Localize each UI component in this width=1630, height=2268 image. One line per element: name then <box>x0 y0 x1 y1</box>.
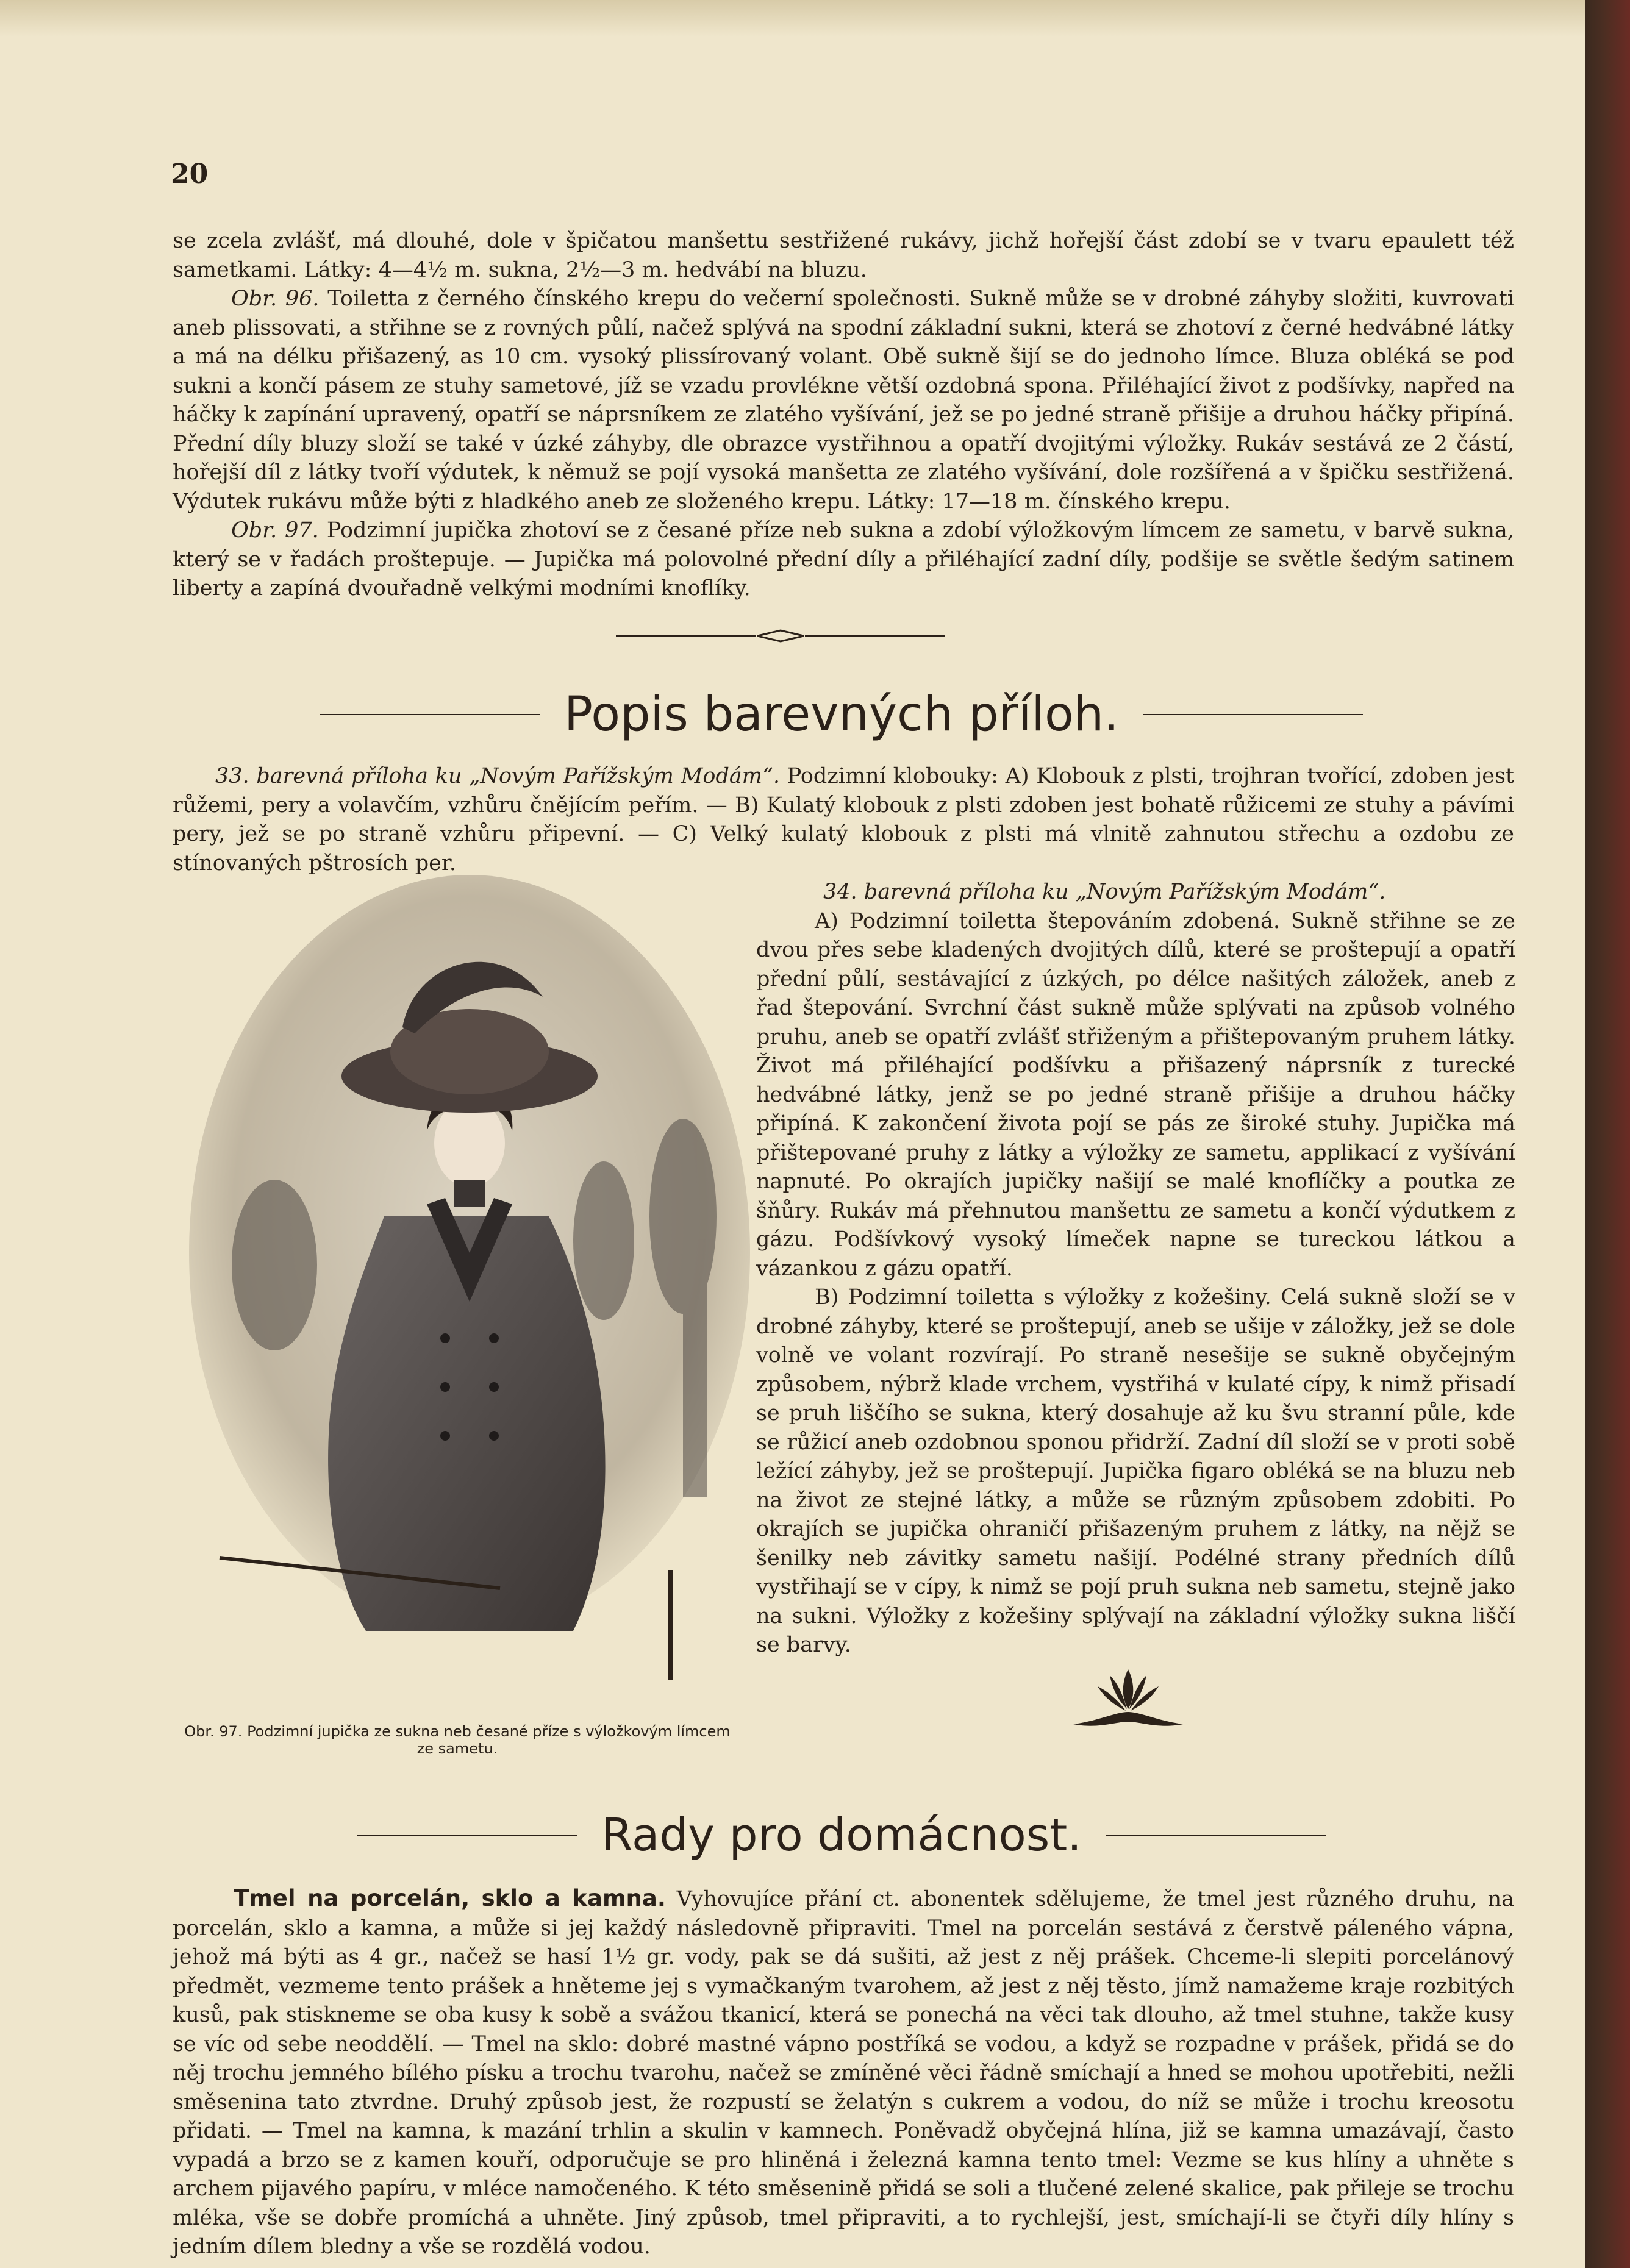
divider-ornament <box>616 627 945 645</box>
heading-rule-right-2 <box>1106 1835 1326 1836</box>
section-title-colour-plates: Popis barevných příloh. <box>564 687 1119 742</box>
intro-text <box>173 227 1514 604</box>
figure-ref-96: Obr. 96. <box>231 287 320 311</box>
plate-34-heading: 34. barevná příloha ku „Novým Pařížským Modám“. <box>823 880 1386 904</box>
plate-34-paragraph-a: A) Podzimní toiletta štepováním zdobená. Sukně střihne se ze dvou přes sebe kladených dvojitých dílů, které se proštepují a opatří přední půlí, sestávající z úzkých, po délce našitých záložek, aneb z řad štepování. Svrchní část sukně může splývati na způsob volného pruhu, aneb se opatří zvlášť střiženým a přištepovaným pruhem látky. Život má přiléhající podšívku a přišazený náprsník z turecké hedvábné látky, jenž se po jedné straně přišije a druhou háčky připíná. K zakončení života pojí se pás ze široké stuhy. Jupička má přištepované pruhy z látky a výložky ze sametu, applikací z vyšívání napnuté. Po okrajích jupičky našijí se malé knoflíčky a poutka ze šňůry. Rukáv má přehnutou manšettu ze sametu a končí výdutkem z gázu. Podšívkový vysoký límeček napne se tureckou látkou a vázankou z gázu opatří. <box>756 908 1515 1281</box>
plate-34-paragraph-b: B) Podzimní toiletta s výložky z kožešiny. Celá sukně složí se v drobné záhyby, které se proštepují, aneb se ušije v záložky, jež se dole volně ve volant rozvírají. Po straně nesešije se sukně obyčejným způsobem, nýbrž klade vrchem, vystřihá v kulaté cípy, k nimž přisadí se pruh liščího se sukna, který dosahuje až ku švu stranní půle, kde se růžicí aneb ozdobnou sponou přidrží. Zadní díl složí se v proti sobě ležící záhyby, jež se proštepují. Jupička figaro obléká se na bluzu neb na život ze stejné látky, a může se různým způsobem zdobiti. Po okrajích se jupička ohraničí přišazeným pruhem z látky, na nějž se šenilky neb závitky sametu našijí. Podélné strany předních dílů vystřihají se v cípy, k nimž se pojí pruh sukna neb sametu, stejně jako na sukni. Výložky z kožešiny splývají na základní výložky sukna liščí se barvy. <box>756 1285 1515 1657</box>
household-text <box>173 1884 1514 2262</box>
plate-33-text <box>173 762 1514 878</box>
household-body: Vyhovujíce přání ct. abonentek sdělujeme, že tmel jest různého druhu, na porcelán, sklo a kamna, a může si jej každý následovně připraviti. Tmel na porcelán sestává z čerstvě páleného vápna, jehož má býti as 4 gr., načež se hasí 1½ gr. vody, pak se dá sušiti, až jest z něj prášek. Chceme-li slepiti porcelánový předmět, vezmeme tento prášek a hněteme jej s vymačkaným tvarohem, až jest z něj těsto, jímž namažeme kraje rozbitých kusů, pak stiskneme se oba kusy k sobě a svážou tkanicí, která se ponechá na věci tak dlouho, až tmel stuhne, takže kusy se víc od sebe neoddělí. — Tmel na sklo: dobré mastné vápno postříká se vodou, a když se rozpadne v prášek, přidá se do něj trochu jemného bílého písku a trochu tvarohu, načež se zmíněné věci řádně smíchají a hned se mohou upotřebiti, nežli směsenina tato ztvrdne. Druhý způsob jest, že rozpustí se želatýn s cukrem a vodou, do níž se může i trochu kreosotu přidati. — Tmel na kamna, k mazání trhlin a skulin v kamnech. Poněvadž obyčejná hlína, již se kamna umazávají, často vypadá a brzo se z kamen kouří, odporučuje se pro hliněná i železná kamna tento tmel: Vezme se kus hlíny a uhněte s archem pijavého papíru, v mléce namočeného. K této směsenině přidá se soli a tlučené zelené skalice, pak přileje se trochu mléka, vše se dobře promíchá a uhněte. Jiný způsob, tmel připraviti, a to rychlejší, jest, smíchají-li se čtyři díly hlíny s jedním dílem bledny a vše se rozdělá vodou. <box>173 1887 1514 2259</box>
section-title-household: Rady pro domácnost. <box>601 1809 1082 1861</box>
intro-paragraph-3-text: Podzimní jupička zhotoví se z česané příze neb sukna a zdobí výložkovým límcem ze sametu, v barvě sukna, který se v řadách proštepuje. — Jupička má polovolné přední díly a přiléhající zadní díly, podšije se světle šedým satinem liberty a zapíná dvouřadně velkými modními knoflíky. <box>173 518 1514 601</box>
intro-paragraph-3 <box>173 516 1514 604</box>
fashion-illustration <box>183 875 756 1716</box>
intro-paragraph-2 <box>173 285 1514 516</box>
figure-caption: Obr. 97. Podzimní jupička ze sukna neb česané příze s výložkovým límcem ze sametu. <box>184 1723 731 1757</box>
intro-paragraph-2-text: Toiletta z černého čínského krepu do večerní společnosti. Sukně může se v drobné záhyby složiti, kuvrovati aneb plissovati, a střihne se z rovných půlí, načež splývá na spodní základní sukni, která se zhotoví z černé hedvábné látky a má na délku přišazený, as 10 cm. vysoký plissírovaný volant. Obě sukně šijí se do jednoho límce. Bluza obléká se pod sukni a končí pásem ze stuhy sametové, jíž se vzadu provlékne větší ozdobná spona. Přiléhající život z podšívky, napřed na háčky k zapínání upravený, opatří se náprsníkem ze zlatého vyšívání, jež se po jedné straně přišije a druhou háčky připíná. Přední díly bluzy složí se také v úzké záhyby, dle obrazce vystřihnou a opatří dvojitými výložky. Rukáv sestává ze 2 částí, hořejší díl z látky tvoří výdutek, k němuž se pojí vysoká manšetta ze zlatého vyšívání, dole rozšířená a v špičku sestřižená. Výdutek rukávu může býti z hladkého aneb ze složeného krepu. Látky: 17—18 m. čínského krepu. <box>173 287 1514 514</box>
household-paragraph <box>173 1884 1514 2262</box>
page-number: 20 <box>171 159 209 190</box>
household-lead: Tmel na porcelán, sklo a kamna. <box>234 1885 666 1911</box>
heading-rule-right <box>1143 714 1363 715</box>
section-heading-household <box>311 1805 1372 1866</box>
palm-ornament <box>1067 1663 1189 1742</box>
plate-33-label: 33. barevná příloha ku „Novým Pařížským Modám“. <box>215 764 780 788</box>
heading-rule-left <box>320 714 540 715</box>
plate-34-column <box>756 878 1515 1660</box>
page-top-shadow <box>0 0 1585 37</box>
book-binding-edge <box>1585 0 1630 2268</box>
intro-paragraph-1: se zcela zvlášť, má dlouhé, dole v špičatou manšettu sestřižené rukávy, jichž hořejší část zdobí se v tvaru epaulett též sametkami. Látky: 4—4½ m. sukna, 2½—3 m. hedvábí na bluzu. <box>173 229 1514 282</box>
plate-33-body: Podzimní klobouky: A) Klobouk z plsti, trojhran tvořící, zdoben jest růžemi, pery a volavčím, vzhůru čnějícím peřím. — B) Kulatý klobouk z plsti zdoben jest bohatě růžicemi ze stuhy a pávími pery, jež se po straně vzhůru připevní. — C) Velký kulatý klobouk z plsti má vlnitě zahnutou střechu a ozdobu ze stínovaných pštrosích per. <box>173 764 1514 875</box>
section-heading-colour-plates <box>311 684 1372 745</box>
heading-rule-left-2 <box>357 1835 577 1836</box>
figure-ref-97: Obr. 97. <box>231 518 319 543</box>
plate-33-paragraph <box>173 762 1514 878</box>
woman-in-jacket-illustration <box>183 875 756 1716</box>
